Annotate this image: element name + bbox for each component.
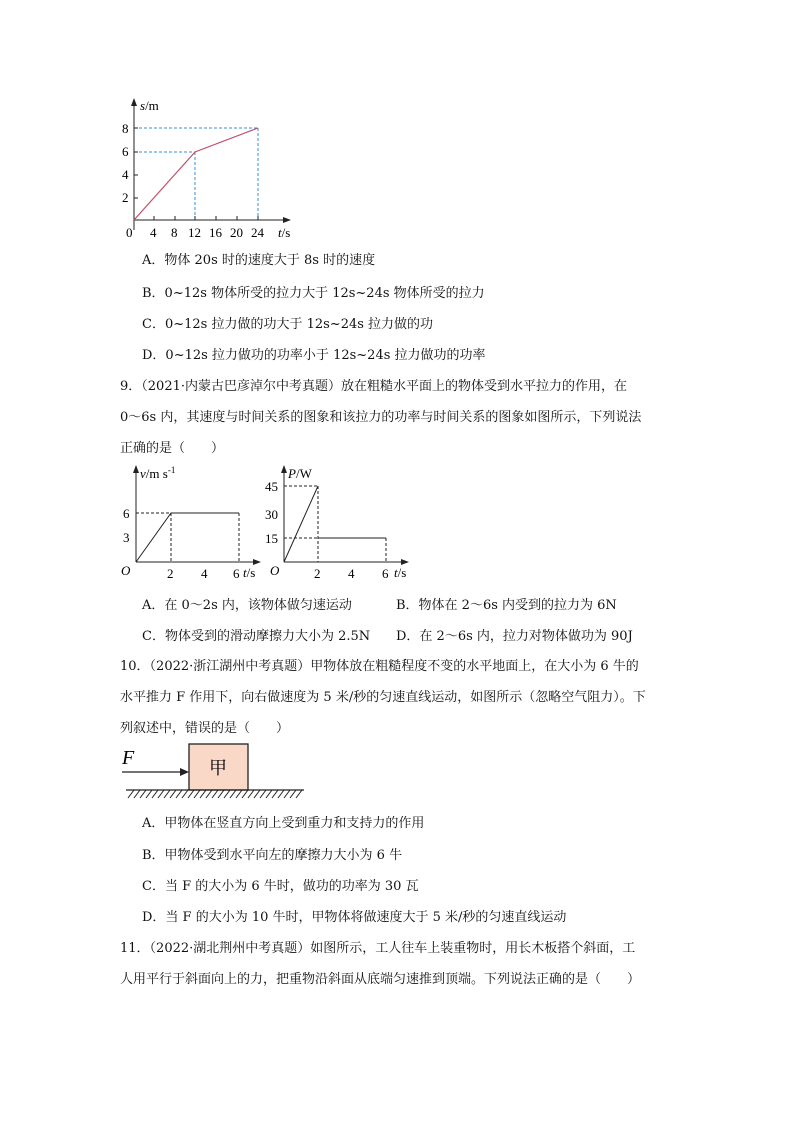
q10-option-d: D．当 F 的大小为 10 牛时，甲物体将做速度大于 5 米/秒的匀速直线运动 [142,910,567,925]
st-graph [110,95,310,245]
q10-option-c: C．当 F 的大小为 6 牛时，做功的功率为 30 瓦 [142,879,419,894]
q9-option-c: C．物体受到的滑动摩擦力大小为 2.5N [142,629,371,644]
vt-xtick: 6 [233,566,240,581]
vt-y-arrow [133,465,139,473]
st-xlabel: t/s [278,225,291,240]
st-xtick: 16 [209,225,222,240]
q10-stem-line1: 10．（2022·浙江湖州中考真题）甲物体放在粗糙程度不变的水平地面上，在大小为 6 牛的 [120,659,639,674]
q10-option-a: A．甲物体在竖直方向上受到重力和支持力的作用 [142,816,425,831]
st-xtick: 20 [230,225,243,240]
q9-stem-line2: 0～6s 内，其速度与时间关系的图象和该拉力的功率与时间关系的图象如图所示，下列说法 [120,410,642,425]
pt-ylabel: P/W [288,466,312,481]
st-curve [134,128,258,220]
q8-option-a: A．物体 20s 时的速度大于 8s 时的速度 [142,253,376,268]
st-ylabel: s/m [140,98,159,113]
q8-option-d: D．0~12s 拉力做功的功率小于 12s~24s 拉力做功的功率 [142,348,486,363]
q9-stem-line1: 9．（2021·内蒙古巴彦淖尔中考真题）放在粗糙水平面上的物体受到水平拉力的作用，在 [120,379,627,394]
pt-xtick: 6 [382,566,389,581]
q8-option-b: B．0~12s 物体所受的拉力大于 12s~24s 物体所受的拉力 [142,286,485,301]
pt-graph [262,462,422,584]
q9-option-d: D．在 2～6s 内，拉力对物体做功为 90J [396,629,633,644]
q10-figure [118,740,313,802]
pt-ytick: 15 [265,531,278,546]
st-x-arrow [283,217,291,223]
ground-hatching [128,790,302,798]
q8-option-c: C．0~12s 拉力做的功大于 12s~24s 拉力做的功 [142,317,434,332]
vt-xtick: 4 [201,566,208,581]
block-label: 甲 [209,758,227,778]
q9-stem-line3: 正确的是（ ） [120,441,225,456]
st-y-arrow [131,98,137,106]
st-xtick: 24 [251,225,264,240]
q10-stem-line3: 列叙述中，错误的是（ ） [120,721,290,736]
vt-ytick: 3 [123,530,130,545]
st-ytick: 6 [122,144,129,159]
pt-xtick: 2 [314,566,321,581]
pt-xtick: 4 [348,566,355,581]
q9-option-b: B．物体在 2～6s 内受到的拉力为 6N [396,598,617,613]
vt-ylabel: v/m $s^{-1}$ [140,465,176,481]
st-xtick: 4 [150,225,157,240]
pt-ytick: 45 [265,479,278,494]
q11-stem-line2: 人用平行于斜面向上的力，把重物沿斜面从底端匀速推到顶端。下列说法正确的是（ ） [120,972,641,987]
vt-xlabel: t/s [243,565,256,580]
q9-option-a: A．在 0～2s 内，该物体做匀速运动 [142,598,352,613]
st-origin: 0 [126,225,133,240]
pt-rise [284,486,318,562]
vt-origin: O [121,563,131,578]
st-xtick: 8 [171,225,178,240]
pt-origin: O [270,563,280,578]
vt-curve [136,513,239,562]
vt-graph [118,462,268,584]
pt-ytick: 30 [265,507,278,522]
q11-stem-line1: 11．（2022·湖北荆州中考真题）如图所示，工人往车上装重物时，用长木板搭个斜面，工 [120,941,636,956]
force-label: F [122,747,135,769]
vt-ytick: 6 [123,506,130,521]
st-ytick: 8 [122,121,129,136]
st-ytick: 4 [122,167,129,182]
st-xtick: 12 [188,225,201,240]
pt-y-arrow [281,465,287,473]
q10-option-b: B．甲物体受到水平向左的摩擦力大小为 6 牛 [142,848,403,863]
pt-xlabel: t/s [394,565,407,580]
vt-xtick: 2 [167,566,174,581]
q10-stem-line2: 水平推力 F 作用下，向右做速度为 5 米/秒的匀速直线运动，如图所示（忽略空气阻力）。下 [120,690,646,705]
force-arrow-head [180,768,189,776]
st-ytick: 2 [122,190,129,205]
